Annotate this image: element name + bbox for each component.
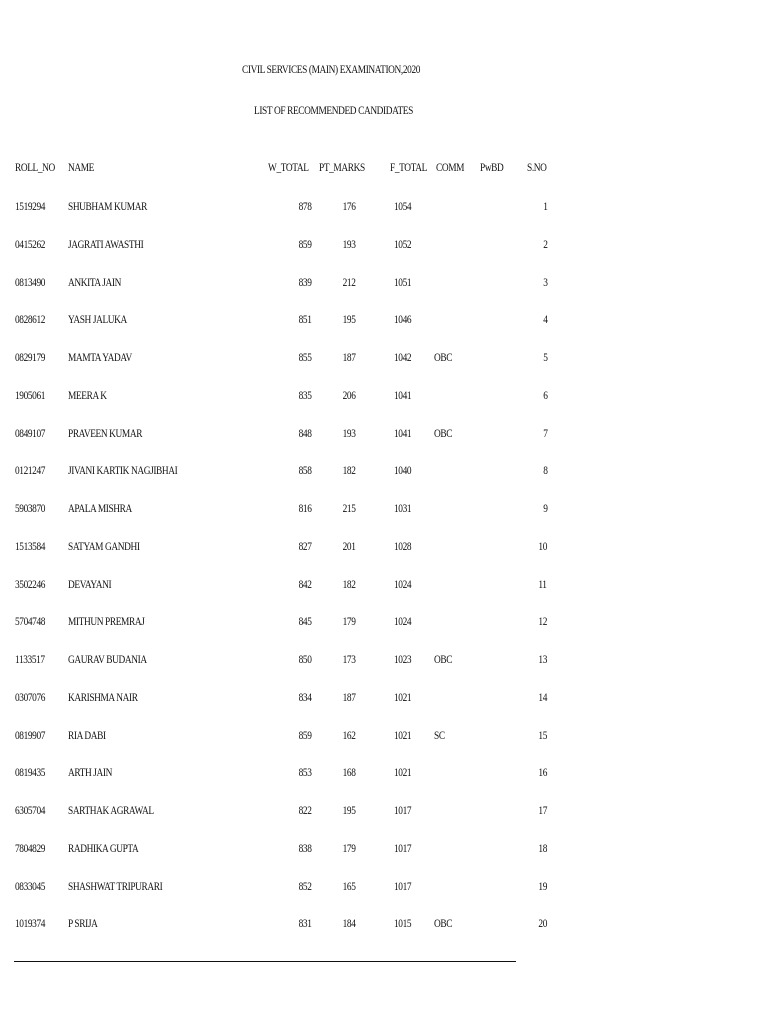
cell-f-total: 1041 [394,426,412,440]
cell-s-no: 1 [542,199,547,213]
cell-pt-marks: 195 [342,803,355,817]
cell-f-total: 1041 [394,388,412,402]
cell-name: JIVANI KARTIK NAGJIBHAI [68,463,178,477]
cell-comm: OBC [434,426,453,440]
table-row [0,501,768,521]
column-header-name: NAME [68,160,95,174]
column-header-s-no: S.NO [527,160,547,174]
cell-pt-marks: 179 [342,841,355,855]
cell-pt-marks: 179 [342,614,355,628]
cell-f-total: 1051 [394,275,412,289]
cell-w-total: 838 [298,841,311,855]
cell-s-no: 13 [538,652,547,666]
table-header-row [0,160,768,180]
column-header-roll-no: ROLL_NO [15,160,55,174]
cell-f-total: 1024 [394,614,412,628]
cell-w-total: 834 [298,690,311,704]
cell-roll-no: 1519294 [15,199,46,213]
cell-s-no: 19 [538,879,547,893]
cell-pt-marks: 182 [342,463,355,477]
cell-pt-marks: 201 [342,539,355,553]
cell-w-total: 859 [298,237,311,251]
cell-comm: OBC [434,350,453,364]
cell-pt-marks: 162 [342,728,355,742]
table-row [0,652,768,672]
cell-roll-no: 0828612 [15,312,46,326]
cell-s-no: 9 [542,501,547,515]
cell-roll-no: 3502246 [15,577,46,591]
cell-s-no: 6 [542,388,547,402]
cell-w-total: 851 [298,312,311,326]
table-row [0,312,768,332]
cell-f-total: 1031 [394,501,412,515]
cell-f-total: 1023 [394,652,412,666]
cell-comm: SC [434,728,445,742]
cell-w-total: 855 [298,350,311,364]
cell-f-total: 1052 [394,237,412,251]
cell-s-no: 8 [542,463,547,477]
cell-s-no: 4 [542,312,547,326]
cell-pt-marks: 168 [342,765,355,779]
table-row [0,463,768,483]
cell-name: PRAVEEN KUMAR [68,426,143,440]
cell-w-total: 822 [298,803,311,817]
cell-w-total: 858 [298,463,311,477]
table-row [0,690,768,710]
bottom-rule [14,961,516,962]
cell-s-no: 7 [542,426,547,440]
cell-s-no: 14 [538,690,547,704]
document-title: CIVIL SERVICES (MAIN) EXAMINATION,2020 [242,62,421,76]
cell-s-no: 10 [538,539,547,553]
cell-name: RADHIKA GUPTA [68,841,139,855]
cell-roll-no: 5704748 [15,614,46,628]
cell-pt-marks: 212 [342,275,355,289]
cell-roll-no: 1019374 [15,916,46,930]
column-header-comm: COMM [436,160,465,174]
cell-f-total: 1054 [394,199,412,213]
cell-w-total: 852 [298,879,311,893]
table-row [0,539,768,559]
cell-f-total: 1017 [394,879,412,893]
cell-name: MEERA K [68,388,107,402]
table-row [0,350,768,370]
cell-roll-no: 1513584 [15,539,46,553]
cell-roll-no: 0121247 [15,463,46,477]
cell-roll-no: 6305704 [15,803,46,817]
cell-roll-no: 0819907 [15,728,46,742]
cell-pt-marks: 173 [342,652,355,666]
cell-pt-marks: 195 [342,312,355,326]
table-row [0,275,768,295]
cell-name: DEVAYANI [68,577,112,591]
table-row [0,765,768,785]
cell-f-total: 1017 [394,803,412,817]
cell-pt-marks: 165 [342,879,355,893]
cell-roll-no: 1905061 [15,388,46,402]
cell-w-total: 831 [298,916,311,930]
cell-f-total: 1021 [394,690,412,704]
cell-w-total: 839 [298,275,311,289]
cell-w-total: 842 [298,577,311,591]
cell-f-total: 1015 [394,916,412,930]
table-row [0,388,768,408]
cell-w-total: 850 [298,652,311,666]
cell-s-no: 18 [538,841,547,855]
table-row [0,803,768,823]
cell-roll-no: 1133517 [15,652,45,666]
cell-pt-marks: 182 [342,577,355,591]
cell-pt-marks: 215 [342,501,355,515]
cell-w-total: 853 [298,765,311,779]
cell-roll-no: 0849107 [15,426,46,440]
cell-roll-no: 0307076 [15,690,46,704]
cell-name: SHASHWAT TRIPURARI [68,879,163,893]
cell-name: RIA DABI [68,728,106,742]
cell-f-total: 1021 [394,728,412,742]
cell-f-total: 1024 [394,577,412,591]
table-row [0,237,768,257]
table-row [0,841,768,861]
cell-roll-no: 0833045 [15,879,46,893]
cell-pt-marks: 193 [342,426,355,440]
column-header-f-total: F_TOTAL [390,160,427,174]
cell-w-total: 845 [298,614,311,628]
cell-s-no: 11 [538,577,547,591]
cell-pt-marks: 187 [342,690,355,704]
cell-name: MITHUN PREMRAJ [68,614,145,628]
column-header-pwbd: PwBD [480,160,504,174]
cell-w-total: 827 [298,539,311,553]
cell-name: YASH JALUKA [68,312,127,326]
cell-w-total: 859 [298,728,311,742]
cell-comm: OBC [434,652,453,666]
table-row [0,577,768,597]
cell-s-no: 3 [542,275,547,289]
cell-s-no: 15 [538,728,547,742]
cell-w-total: 835 [298,388,311,402]
cell-roll-no: 0819435 [15,765,46,779]
cell-name: SATYAM GANDHI [68,539,140,553]
cell-name: JAGRATI AWASTHI [68,237,144,251]
cell-f-total: 1042 [394,350,412,364]
table-row [0,199,768,219]
cell-s-no: 20 [538,916,547,930]
cell-pt-marks: 187 [342,350,355,364]
table-row [0,614,768,634]
cell-pt-marks: 176 [342,199,355,213]
cell-name: P SRIJA [68,916,98,930]
cell-f-total: 1017 [394,841,412,855]
cell-name: APALA MISHRA [68,501,132,515]
cell-name: SHUBHAM KUMAR [68,199,147,213]
table-row [0,426,768,446]
cell-name: MAMTA YADAV [68,350,132,364]
cell-name: ARTH JAIN [68,765,113,779]
column-header-pt-marks: PT_MARKS [319,160,365,174]
cell-s-no: 16 [538,765,547,779]
cell-pt-marks: 193 [342,237,355,251]
cell-roll-no: 7804829 [15,841,46,855]
cell-pt-marks: 206 [342,388,355,402]
cell-roll-no: 5903870 [15,501,46,515]
cell-s-no: 2 [542,237,547,251]
table-row [0,728,768,748]
cell-s-no: 12 [538,614,547,628]
cell-s-no: 17 [538,803,547,817]
cell-name: ANKITA JAIN [68,275,121,289]
cell-comm: OBC [434,916,453,930]
table-row [0,916,768,936]
cell-f-total: 1021 [394,765,412,779]
column-header-w-total: W_TOTAL [268,160,309,174]
cell-name: GAURAV BUDANIA [68,652,147,666]
cell-f-total: 1040 [394,463,412,477]
cell-f-total: 1046 [394,312,412,326]
table-row [0,879,768,899]
cell-name: KARISHMA NAIR [68,690,138,704]
cell-roll-no: 0813490 [15,275,46,289]
document-subtitle: LIST OF RECOMMENDED CANDIDATES [254,103,413,117]
cell-roll-no: 0829179 [15,350,46,364]
cell-w-total: 848 [298,426,311,440]
cell-f-total: 1028 [394,539,412,553]
cell-w-total: 878 [298,199,311,213]
cell-roll-no: 0415262 [15,237,46,251]
cell-name: SARTHAK AGRAWAL [68,803,154,817]
cell-pt-marks: 184 [342,916,355,930]
cell-w-total: 816 [298,501,311,515]
cell-s-no: 5 [542,350,547,364]
